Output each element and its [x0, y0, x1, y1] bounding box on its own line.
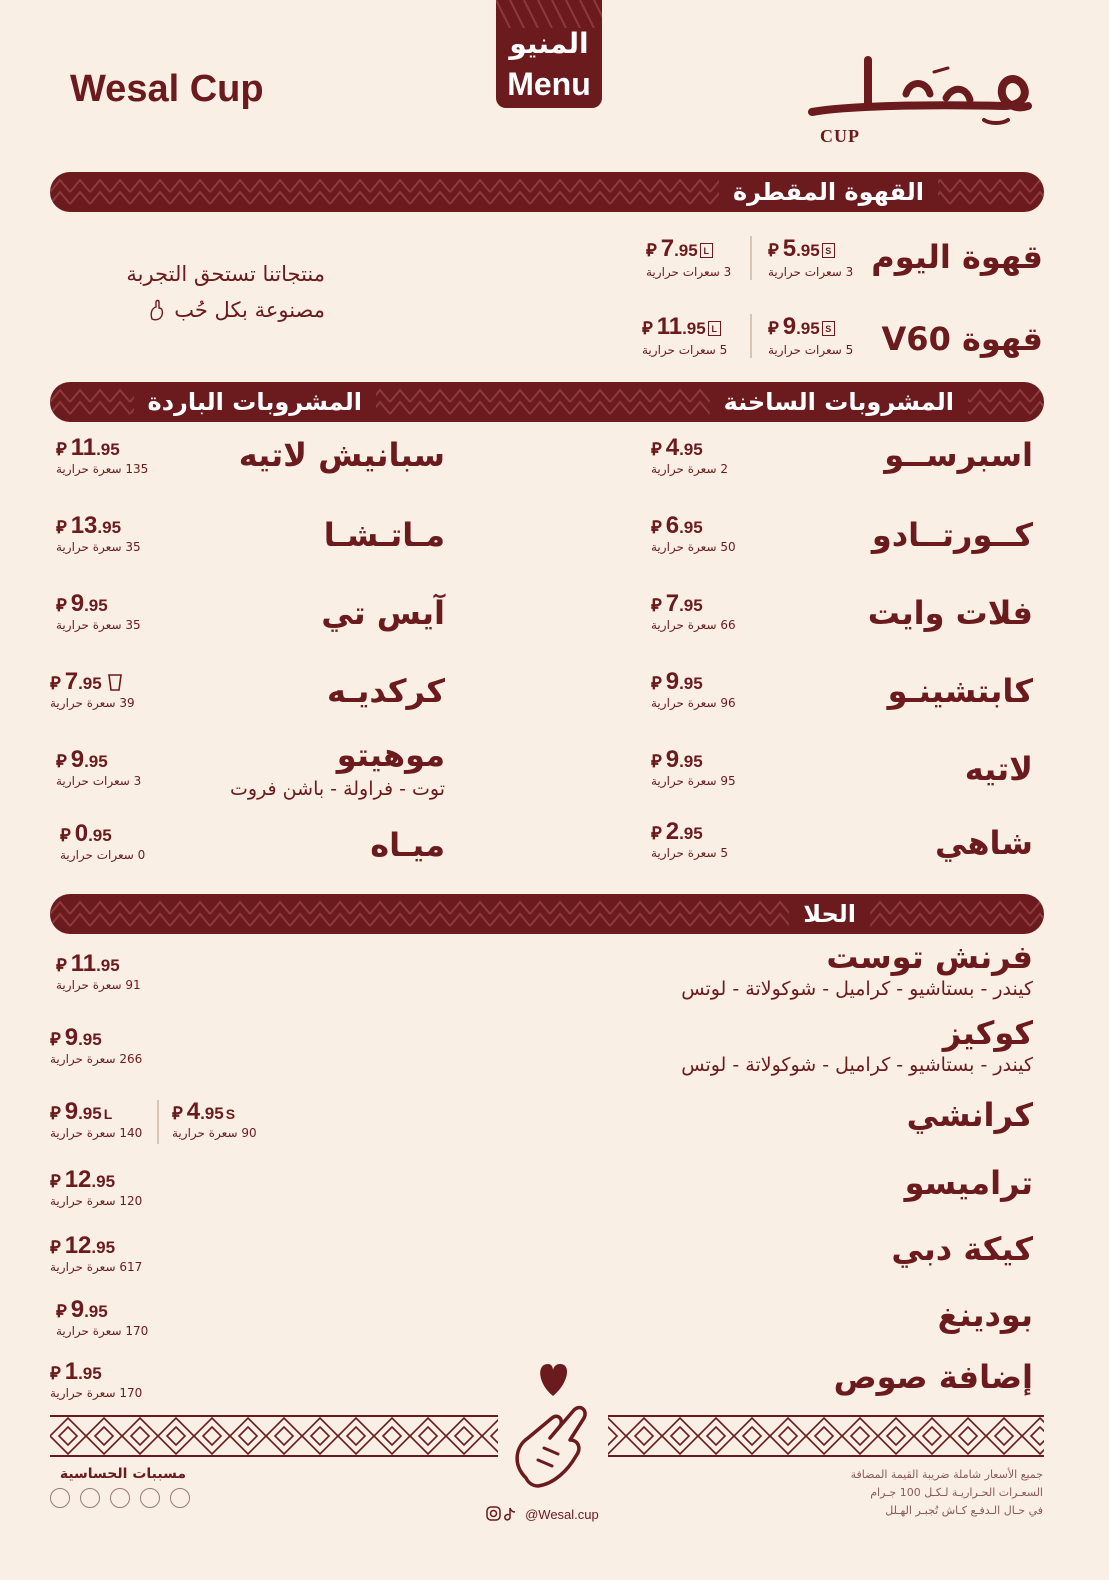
menu-tab-en: Menu: [507, 66, 591, 102]
calories: 96 سعرة حرارية: [651, 696, 736, 710]
calories: 5 سعرات حرارية: [642, 343, 728, 357]
item-price-large: ⃁ 9.95 L 140 سعرة حرارية: [50, 1098, 143, 1140]
item-name: شاهي: [934, 824, 1033, 862]
item-price: ⃁ 6.95 50 سعرة حرارية: [651, 512, 736, 554]
item-name: بودينغ: [937, 1296, 1033, 1334]
item-name: إضافة صوص: [833, 1358, 1033, 1396]
calories: 140 سعرة حرارية: [50, 1126, 143, 1140]
social-handle[interactable]: [486, 1504, 599, 1523]
riyal-icon: ⃁: [50, 673, 61, 694]
riyal-icon: ⃁: [642, 318, 653, 339]
item-name: تراميسو: [904, 1164, 1033, 1202]
calories: 617 سعرة حرارية: [50, 1260, 143, 1274]
item-name: اسبرســو: [884, 436, 1033, 474]
item-options: توت - فراولة - باشن فروت: [230, 778, 445, 800]
item-name: كابتشينـو: [887, 672, 1033, 710]
size-icon-large: L: [708, 321, 721, 336]
riyal-icon: ⃁: [56, 595, 67, 616]
item-name: ميـاه: [370, 826, 445, 864]
riyal-icon: ⃁: [50, 1171, 61, 1192]
size-icon-large: L: [700, 243, 713, 258]
wheat-icon: [50, 1488, 70, 1508]
section-title-cold: المشروبات الباردة: [134, 382, 376, 422]
footer-note-cash: في حـال الـدفـع كـاش تُجبـر الهـلل: [885, 1504, 1043, 1517]
riyal-icon: ⃁: [50, 1363, 61, 1384]
item-price: ⃁ 9.95 170 سعرة حرارية: [56, 1296, 149, 1338]
size-label-small: S: [225, 1106, 236, 1122]
logo-mark: [806, 40, 1036, 126]
calories: 90 سعرة حرارية: [172, 1126, 257, 1140]
calories: 120 سعرة حرارية: [50, 1194, 143, 1208]
section-title-dessert: الحلا: [789, 894, 870, 934]
calories: 35 سعرة حرارية: [56, 540, 141, 554]
item-price-small: ⃁ 4.95 S 90 سعرة حرارية: [172, 1098, 257, 1140]
item-price: ⃁ 12.95 617 سعرة حرارية: [50, 1232, 143, 1274]
item-name: قهوة V60: [881, 320, 1043, 358]
hand-heart-icon: [498, 1358, 608, 1498]
calories: 50 سعرة حرارية: [651, 540, 736, 554]
calories: 170 سعرة حرارية: [50, 1386, 143, 1400]
item-price: ⃁ 9.95 35 سعرة حرارية: [56, 590, 141, 632]
riyal-icon: ⃁: [56, 517, 67, 538]
size-icon-small: S: [822, 243, 835, 258]
calories: 3 سعرات حرارية: [646, 265, 732, 279]
divider: [157, 1100, 159, 1144]
section-band-hot-cold: [50, 382, 1044, 422]
calories: 0 سعرات حرارية: [60, 848, 146, 862]
soy-icon: [140, 1488, 160, 1508]
calories: 135 سعرة حرارية: [56, 462, 149, 476]
size-icon-small: S: [822, 321, 835, 336]
item-name: سبانيش لاتيه: [238, 436, 445, 474]
price-large: ⃁ 7.95 L 3 سعرات حرارية: [646, 235, 732, 279]
menu-tab-ar: المنيو: [509, 27, 589, 60]
item-options: كيندر - بستاشيو - كراميل - شوكولاتة - لوتس: [681, 978, 1033, 1000]
calories: 170 سعرة حرارية: [56, 1324, 149, 1338]
calories: 3 سعرات حرارية: [56, 774, 142, 788]
tab-pattern: [496, 0, 602, 28]
riyal-icon: ⃁: [646, 240, 657, 261]
riyal-icon: ⃁: [651, 517, 662, 538]
menu-tab: [496, 0, 602, 108]
riyal-icon: ⃁: [50, 1103, 61, 1124]
section-band-drip: [50, 172, 1044, 212]
item-name: كركديـه: [327, 672, 445, 710]
price-small: ⃁ 5.95 S 3 سعرات حرارية: [768, 235, 854, 279]
logo-cup-text: CUP: [820, 126, 860, 146]
riyal-icon: ⃁: [56, 751, 67, 772]
price-small: ⃁ 9.95 S 5 سعرات حرارية: [768, 313, 854, 357]
hand-heart-icon: [148, 299, 164, 321]
item-price: ⃁ 4.95 2 سعرة حرارية: [651, 434, 728, 476]
item-price: ⃁ 9.95 95 سعرة حرارية: [651, 746, 736, 788]
item-name: كوكيز: [942, 1014, 1033, 1052]
brand-logo: [806, 40, 1036, 126]
nut-icon: [80, 1488, 100, 1508]
item-price: ⃁ 12.95 120 سعرة حرارية: [50, 1166, 143, 1208]
item-name: كرانشي: [906, 1096, 1033, 1134]
riyal-icon: ⃁: [56, 955, 67, 976]
item-name: موهيتو: [336, 736, 445, 774]
item-price: ⃁ 9.95 3 سعرات حرارية: [56, 746, 142, 788]
riyal-icon: ⃁: [60, 825, 71, 846]
egg-icon: [170, 1488, 190, 1508]
calories: 3 سعرات حرارية: [768, 265, 854, 279]
divider: [750, 236, 752, 280]
allergens-title: مسببات الحساسية: [59, 1466, 186, 1482]
riyal-icon: ⃁: [768, 240, 779, 261]
riyal-icon: ⃁: [56, 1301, 67, 1322]
brand-name-en: Wesal Cup: [70, 68, 264, 110]
riyal-icon: ⃁: [768, 318, 779, 339]
item-name: كيكة دبي: [891, 1230, 1033, 1268]
calories: 2 سعرة حرارية: [651, 462, 728, 476]
hand-heart-logo: [498, 1358, 608, 1498]
calories: 39 سعرة حرارية: [50, 696, 135, 710]
calories: 266 سعرة حرارية: [50, 1052, 143, 1066]
tagline-line-1: منتجاتنا تستحق التجربة: [126, 262, 325, 286]
item-price: ⃁ 11.95 91 سعرة حرارية: [56, 950, 141, 992]
calories: 91 سعرة حرارية: [56, 978, 141, 992]
riyal-icon: ⃁: [651, 823, 662, 844]
divider: [750, 314, 752, 358]
riyal-icon: ⃁: [172, 1103, 183, 1124]
price-large: ⃁ 11.95 L 5 سعرات حرارية: [642, 313, 728, 357]
riyal-icon: ⃁: [651, 673, 662, 694]
section-title-hot: المشروبات الساخنة: [710, 382, 968, 422]
item-price: ⃁ 9.95 266 سعرة حرارية: [50, 1024, 143, 1066]
instagram-tiktok-icon: [486, 1506, 520, 1522]
milk-icon: [110, 1488, 130, 1508]
item-price: ⃁ 1.95 170 سعرة حرارية: [50, 1358, 143, 1400]
calories: 5 سعرة حرارية: [651, 846, 728, 860]
riyal-icon: ⃁: [50, 1029, 61, 1050]
riyal-icon: ⃁: [651, 751, 662, 772]
item-options: كيندر - بستاشيو - كراميل - شوكولاتة - لوتس: [681, 1054, 1033, 1076]
cup-icon: [107, 673, 123, 691]
riyal-icon: ⃁: [56, 439, 67, 460]
calories: 66 سعرة حرارية: [651, 618, 736, 632]
item-name: لاتيه: [964, 750, 1033, 788]
riyal-icon: ⃁: [50, 1237, 61, 1258]
item-price: ⃁ 7.95 66 سعرة حرارية: [651, 590, 736, 632]
calories: 95 سعرة حرارية: [651, 774, 736, 788]
item-name: فرنش توست: [826, 938, 1033, 976]
item-price: ⃁ 2.95 5 سعرة حرارية: [651, 818, 728, 860]
handle-text: @Wesal.cup: [525, 1507, 599, 1522]
footer-note-vat: جميع الأسعار شاملة ضريبة القيمة المضافة: [850, 1468, 1043, 1481]
calories: 35 سعرة حرارية: [56, 618, 141, 632]
item-price: ⃁ 7.95 39 سعرة حرارية: [50, 668, 135, 710]
item-price: ⃁ 13.95 35 سعرة حرارية: [56, 512, 141, 554]
item-name: آيس تي: [321, 594, 445, 632]
band-pattern: [50, 894, 1044, 934]
item-name: كــورتــادو: [871, 516, 1033, 554]
item-name: قهوة اليوم: [871, 238, 1043, 276]
item-price: ⃁ 0.95 0 سعرات حرارية: [60, 820, 146, 862]
tagline-line-2: مصنوعة بكل حُب: [148, 298, 325, 322]
calories: 5 سعرات حرارية: [768, 343, 854, 357]
riyal-icon: ⃁: [651, 439, 662, 460]
riyal-icon: ⃁: [651, 595, 662, 616]
section-title-drip: القهوة المقطرة: [719, 172, 938, 212]
item-name: مـاتـشـا: [323, 516, 445, 554]
item-price: ⃁ 11.95 135 سعرة حرارية: [56, 434, 149, 476]
section-band-dessert: [50, 894, 1044, 934]
item-name: فلات وايت: [867, 594, 1033, 632]
item-price: ⃁ 9.95 96 سعرة حرارية: [651, 668, 736, 710]
size-label-large: L: [103, 1106, 113, 1122]
footer-note-calories: السعـرات الحـراريـة لـكـل 100 جـرام: [870, 1486, 1043, 1499]
